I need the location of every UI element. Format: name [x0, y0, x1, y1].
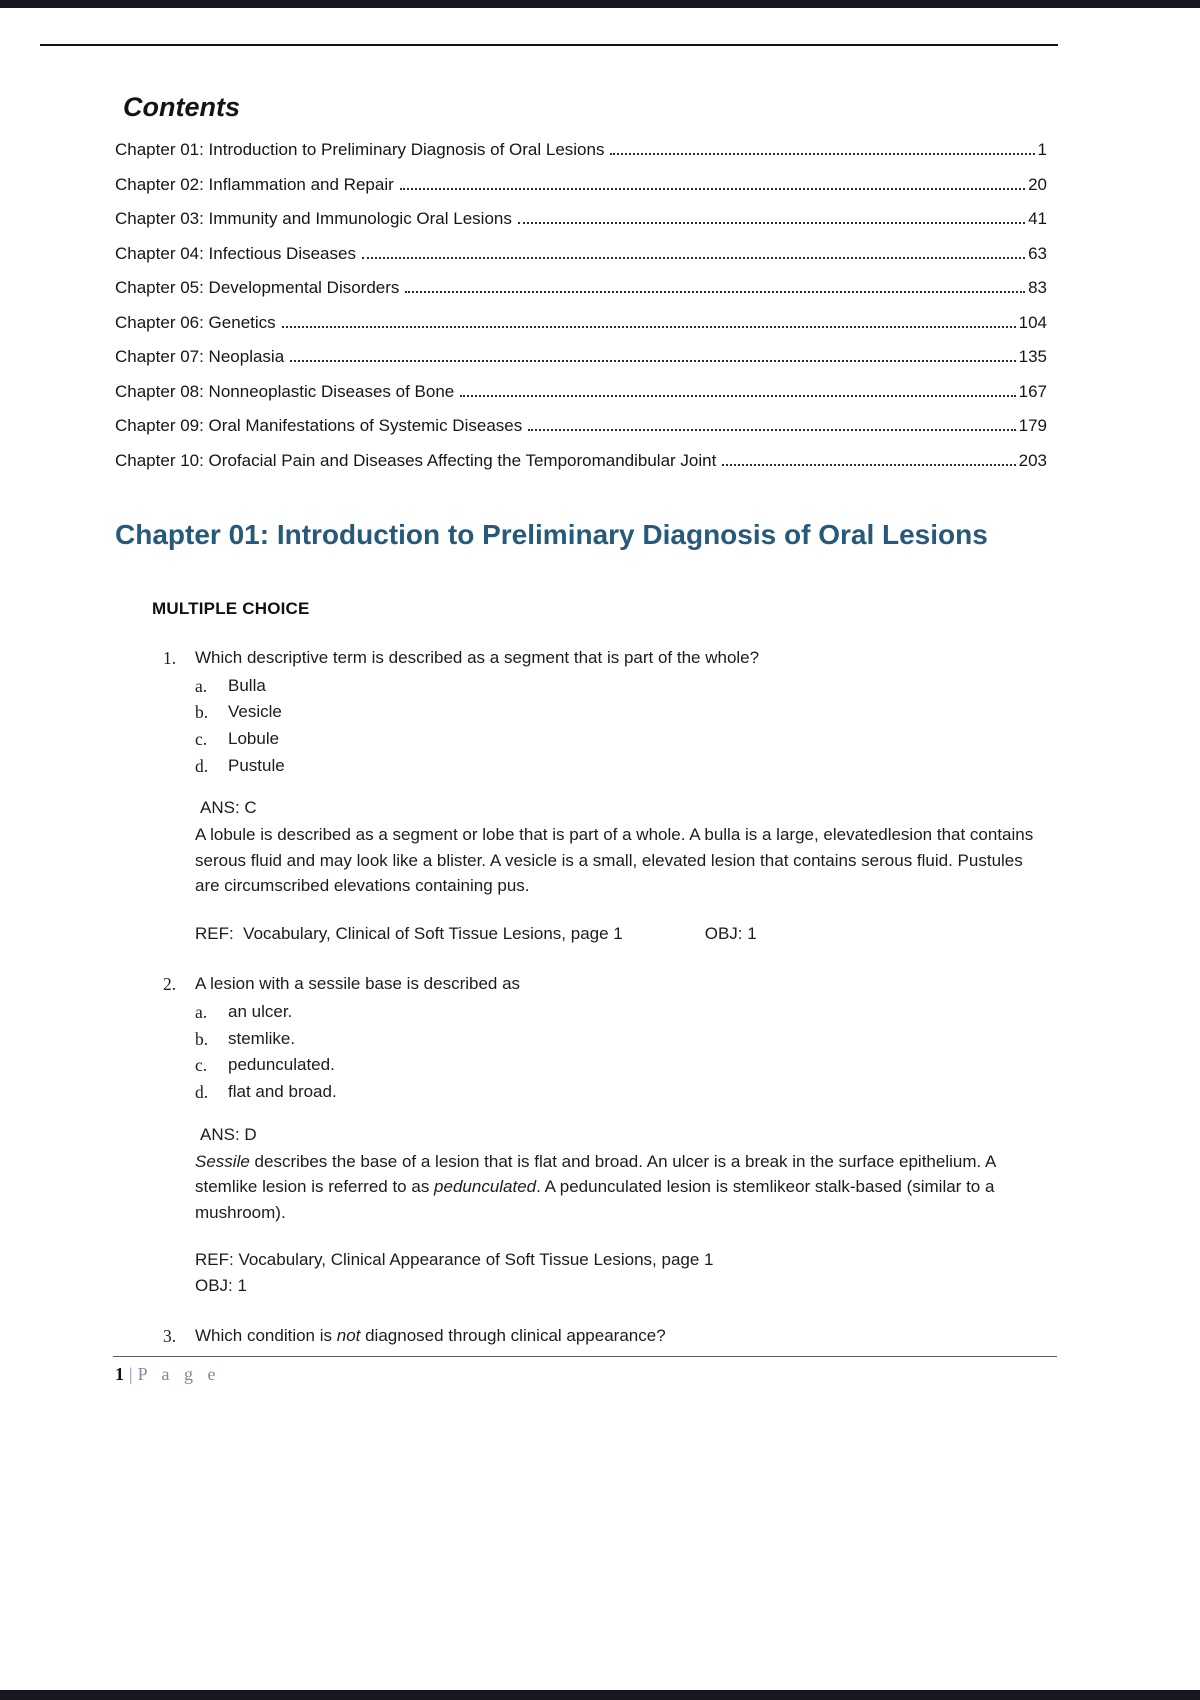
option-letter: d.: [195, 755, 209, 776]
bottom-border-bar: [0, 1690, 1200, 1700]
toc-entry: [115, 139, 1055, 160]
toc-page-number: 20: [1028, 174, 1047, 194]
toc-title: Chapter 05: Developmental Disorders: [115, 278, 400, 297]
toc-page-number: 179: [1018, 416, 1047, 435]
reference-row: [195, 1247, 1055, 1273]
option-letter: b.: [195, 702, 209, 723]
answer-line: ANS: D: [200, 1124, 257, 1144]
question-item: [115, 1323, 1055, 1349]
question-item: [115, 971, 1055, 1299]
question-number: 1.: [163, 647, 177, 668]
toc-title: Chapter 01: Introduction to Preliminary Diagnosis of Oral Lesions: [115, 140, 605, 159]
toc-page-number: 63: [1028, 243, 1047, 263]
toc-entry: [115, 174, 1055, 195]
dot-leader: [362, 257, 1025, 259]
dot-leader: [290, 360, 1015, 362]
option-text: Vesicle: [228, 702, 282, 722]
option-text: Bulla: [228, 675, 266, 695]
question-text-part: Which descriptive term is described as a segment that is part of the whole?: [195, 647, 760, 667]
ref-line: REF: Vocabulary, Clinical of Soft Tissue Lesions, page 1: [195, 923, 623, 943]
explanation: [195, 822, 1035, 899]
explanation-text: describes the base of a lesion that is flat and broad. An ulcer is a break in the surface epithelium. A stemlike lesion is referred to as: [195, 1151, 996, 1197]
option-letter: a.: [195, 1001, 208, 1022]
option-letter: a.: [195, 675, 208, 696]
option-row: [195, 1079, 1055, 1106]
dot-leader: [405, 291, 1025, 293]
question-text-italic: not: [336, 1326, 361, 1346]
option-row: [195, 1026, 1055, 1053]
footer-separator: |: [129, 1364, 133, 1384]
toc-entry: [115, 243, 1055, 264]
dot-leader: [610, 153, 1034, 155]
toc-title: Chapter 07: Neoplasia: [115, 347, 285, 366]
ref-line: REF: Vocabulary, Clinical Appearance of Soft Tissue Lesions, page 1: [195, 1250, 714, 1270]
section-heading: MULTIPLE CHOICE: [152, 598, 310, 618]
question-text-part: diagnosed through clinical appearance?: [360, 1326, 666, 1346]
toc-entry: [115, 208, 1055, 229]
toc-page-number: 104: [1018, 312, 1047, 332]
explanation: [195, 1149, 1035, 1226]
explanation-text: A lobule is described as a segment or lobe that is part of a whole. A bulla is a large, elevatedlesion that contains serous fluid and may look like a blister. A vesicle is a small, elevated lesion that contains serous fluid. Pustules are circumscribed elevations containing pus.: [195, 825, 1034, 896]
option-row: [195, 726, 1055, 753]
option-text: stemlike.: [228, 1028, 296, 1048]
explanation-text-italic: Sessile: [195, 1151, 250, 1171]
toc-page-number: 167: [1018, 381, 1047, 401]
question-row: [163, 971, 1055, 997]
page-footer: [115, 1364, 220, 1385]
option-text: an ulcer.: [228, 1001, 293, 1021]
question-item: [115, 645, 1055, 947]
option-row: [195, 753, 1055, 780]
option-letter: b.: [195, 1028, 209, 1049]
question-number: 3.: [163, 1326, 177, 1347]
option-text: Lobule: [228, 728, 280, 748]
question-row: [163, 645, 1055, 671]
footer-page-label: P a g e: [137, 1364, 221, 1384]
dot-leader: [400, 188, 1025, 190]
toc-entry: [115, 312, 1055, 333]
option-row: [195, 999, 1055, 1026]
option-text: Pustule: [228, 755, 285, 775]
toc-entry: [115, 346, 1055, 367]
toc-page-number: 1: [1037, 140, 1047, 159]
reference-row: [195, 921, 1055, 947]
toc-entry: [115, 415, 1055, 436]
toc-title: Chapter 06: Genetics: [115, 312, 276, 332]
question-text: [195, 971, 1055, 997]
explanation-text-italic: pedunculated: [434, 1177, 537, 1197]
explanation-text: . A pedunculated lesion is stemlikeor stalk-based (similar to a mushroom).: [195, 1177, 995, 1222]
option-letter: c.: [195, 728, 208, 749]
dot-leader: [518, 222, 1025, 224]
question-row: [163, 1323, 1055, 1349]
dot-leader: [722, 464, 1015, 466]
dot-leader: [282, 326, 1016, 328]
option-row: [195, 1052, 1055, 1079]
question-text: [195, 1323, 1055, 1349]
option-text: pedunculated.: [228, 1055, 335, 1075]
answer-line: ANS: C: [200, 798, 257, 818]
question-text: [195, 645, 1055, 671]
page-content: [115, 0, 1055, 1349]
option-letter: c.: [195, 1055, 208, 1076]
option-row: [195, 699, 1055, 726]
contents-heading: Contents: [123, 92, 240, 122]
question-list: [115, 645, 1055, 1350]
footer-rule: [113, 1356, 1057, 1357]
toc-page-number: 203: [1018, 450, 1047, 470]
toc-page-number: 41: [1028, 209, 1047, 228]
toc-title: Chapter 04: Infectious Diseases: [115, 243, 356, 263]
toc-page-number: 135: [1018, 347, 1047, 366]
option-list: [115, 999, 1055, 1106]
option-letter: d.: [195, 1081, 209, 1102]
dot-leader: [528, 429, 1015, 431]
dot-leader: [460, 395, 1015, 397]
option-row: [195, 673, 1055, 700]
toc-title: Chapter 02: Inflammation and Repair: [115, 174, 394, 194]
toc-title: Chapter 09: Oral Manifestations of Systemic Diseases: [115, 416, 523, 435]
question-text-part: Which condition is: [195, 1326, 337, 1346]
toc-entry: [115, 381, 1055, 402]
toc-entry: [115, 277, 1055, 298]
toc-page-number: 83: [1028, 278, 1047, 297]
option-text: flat and broad.: [228, 1081, 337, 1101]
obj-label: OBJ: 1: [704, 923, 757, 943]
chapter-heading: Chapter 01: Introduction to Preliminary Diagnosis of Oral Lesions: [115, 518, 988, 550]
option-list: [115, 673, 1055, 780]
toc-title: Chapter 03: Immunity and Immunologic Oral Lesions: [115, 209, 512, 228]
toc-title: Chapter 08: Nonneoplastic Diseases of Bone: [115, 381, 455, 401]
question-text-part: A lesion with a sessile base is described as: [195, 973, 521, 993]
obj-label: OBJ: 1: [195, 1276, 247, 1296]
question-number: 2.: [163, 973, 177, 994]
table-of-contents: [115, 139, 1055, 471]
toc-entry: [115, 450, 1055, 471]
toc-title: Chapter 10: Orofacial Pain and Diseases Affecting the Temporomandibular Joint: [115, 450, 717, 470]
page-number: 1: [115, 1364, 124, 1384]
